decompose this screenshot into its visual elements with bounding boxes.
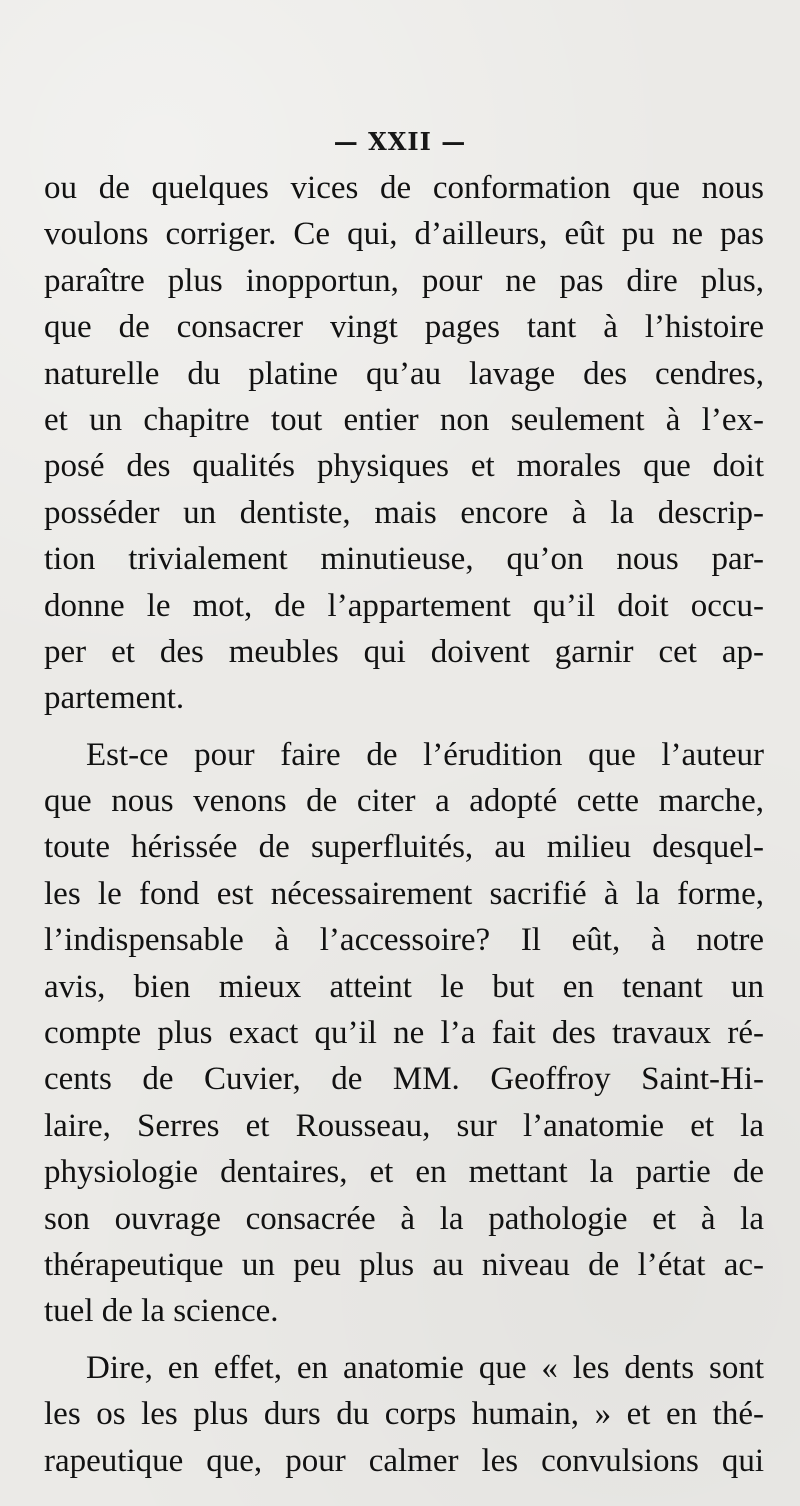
text-line: per et des meubles qui doivent garnir cet ap- (44, 633, 764, 670)
paragraph-gap (44, 1335, 764, 1345)
text-line: son ouvrage consacrée à la pathologie et à la (44, 1200, 764, 1237)
page-text (44, 165, 764, 1484)
paragraph-gap (44, 722, 764, 732)
text-line: cents de Cuvier, de MM. Geoffroy Saint-Hi- (44, 1061, 764, 1098)
text-line: Est-ce pour faire de l’érudition que l’auteur (86, 736, 764, 773)
text-line: compte plus exact qu’il ne l’a fait des travaux ré- (44, 1015, 764, 1052)
text-line: les os les plus durs du corps humain, » et en thé- (44, 1396, 764, 1433)
text-line: les le fond est nécessairement sacrifié à la forme, (44, 875, 764, 912)
text-line: partement. (44, 680, 185, 717)
text-line: voulons corriger. Ce qui, d’ailleurs, eût pu ne pas (44, 216, 764, 253)
text-line: posé des qualités physiques et morales que doit (44, 448, 764, 485)
text-line: physiologie dentaires, et en mettant la partie de (44, 1154, 764, 1191)
paragraph-2 (44, 732, 764, 1335)
paragraph-1 (44, 165, 764, 722)
text-line: donne le mot, de l’appartement qu’il doit occu- (44, 587, 764, 624)
text-line: tion trivialement minutieuse, qu’on nous par- (44, 541, 764, 578)
page-number: — XXII — (333, 127, 467, 156)
text-line: thérapeutique un peu plus au niveau de l’état ac- (44, 1246, 764, 1283)
text-line: et un chapitre tout entier non seulement à l’ex- (44, 401, 764, 438)
text-line: paraître plus inopportun, pour ne pas dire plus, (44, 262, 764, 299)
text-line: toute hérissée de superfluités, au milieu desquel- (44, 829, 764, 866)
text-line: avis, bien mieux atteint le but en tenant un (44, 968, 764, 1005)
text-line: que de consacrer vingt pages tant à l’histoire (44, 309, 764, 346)
text-line: rapeutique que, pour calmer les convulsions qui (44, 1442, 764, 1479)
text-line: naturelle du platine qu’au lavage des cendres, (44, 355, 764, 392)
text-line: l’indispensable à l’accessoire? Il eût, à notre (44, 922, 764, 959)
text-line: tuel de la science. (44, 1293, 279, 1330)
text-line: Dire, en effet, en anatomie que « les dents sont (86, 1349, 764, 1386)
paragraph-3 (44, 1345, 764, 1484)
text-line: laire, Serres et Rousseau, sur l’anatomie et la (44, 1107, 764, 1144)
text-line: que nous venons de citer a adopté cette marche, (44, 783, 764, 820)
text-line: ou de quelques vices de conformation que nous (44, 170, 764, 206)
text-line: posséder un dentiste, mais encore à la descrip- (44, 494, 764, 531)
